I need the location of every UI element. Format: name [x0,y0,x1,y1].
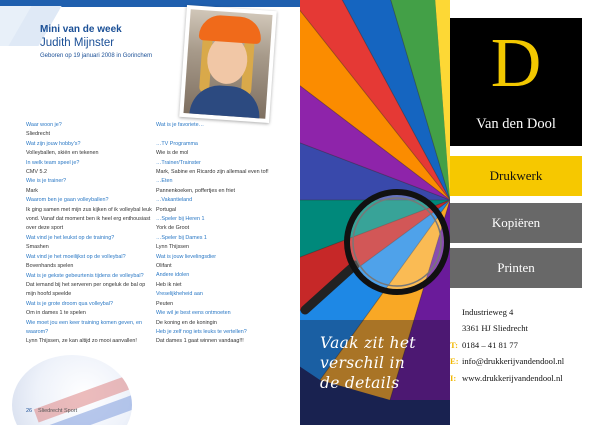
qa-item [26,253,152,272]
question: Wat is je gekste gebeurtenis tijdens de volleybal? [26,272,144,279]
qa-item [156,177,282,196]
company-ad [450,0,600,425]
question: Wie wil je best eens ontmoeten [156,310,231,317]
city: 3361 HJ Sliedrecht [462,323,528,334]
qa-item [26,234,152,253]
answer: Wie is de mol [156,150,189,157]
slogan-line: Vaak zit het [320,334,416,352]
answer: Volleyballen, skiën en tekenen [26,150,99,157]
web-label: I: [450,372,457,383]
answer: De koning en de koningin [156,319,217,326]
page-footer-label: Sliedrecht Sport [38,408,78,414]
email-link[interactable]: info@drukkerijvandendool.nl [462,356,565,367]
answer: Mark, Sabine en Ricardo zijn allemaal even tof! [156,169,269,176]
question: Wat vind je het leukst op de training? [26,234,115,241]
answer: Heb ik niet [156,281,182,288]
qa-item [156,159,282,178]
qa-item [26,121,152,140]
portrait-image [183,9,272,118]
qa-item [156,253,282,272]
question: …Vakantieland [156,197,193,204]
question: Vreselijkheheid aan [156,291,203,298]
portrait-photo [179,5,277,123]
company-logo [450,18,582,146]
street: Industrieweg 4 [462,307,514,317]
phone: 0184 – 41 81 77 [462,339,518,350]
question: Waar woon je? [26,122,62,128]
qa-item [26,196,152,234]
person-name: Judith Mijnster [40,37,115,49]
question: …Eten [156,178,173,185]
qa-item [156,290,282,309]
qa-item [156,309,282,328]
question: …Speler bij Dames 1 [156,234,207,241]
answer: Olifant [156,263,172,270]
question: Waarom ben je gaan volleyballen? [26,197,109,204]
website-link[interactable]: www.drukkerijvandendool.nl [462,372,563,383]
qa-item [156,121,282,130]
service-drukwerk: Drukwerk [450,156,582,196]
qa-item [26,159,152,178]
orange-hat-shape [199,14,263,44]
answer: Dat iemand bij het serveren per ongeluk de bal op mijn hoofd speelde [26,281,146,298]
qa-item [26,140,152,159]
company-name: Van den Dool [476,116,556,132]
answer: Sliedrecht [26,131,50,138]
slogan-line: verschil in [320,354,406,372]
question: …Trainer/Trainster [156,159,201,166]
answer: Lynn Thijssen [156,244,189,251]
birth-info: Geboren op 19 januari 2008 in Gorinchem [40,53,153,59]
qa-item [156,196,282,215]
interview-column-2 [156,121,282,347]
question: Wat is je favoriete… [156,122,205,128]
service-printen: Printen [450,248,582,288]
qa-item [156,271,282,290]
question: Wie is je trainer? [26,178,67,185]
email-label: E: [450,356,459,367]
logo-letter: D [490,25,542,102]
answer: Om in dames 1 te spelen [26,310,86,317]
question: Wat vind je het moeilijkst op de volleybal? [26,253,126,260]
answer: Portugal [156,206,177,213]
qa-item [26,177,152,196]
question: Heb je zelf nog iets leuks te vertellen? [156,328,247,335]
volleyball-graphic [12,355,132,425]
balloon-magnifier-image [300,0,450,425]
answer: Smashen [26,244,49,251]
question: …TV Programma [156,140,198,147]
contact-block [450,304,600,386]
section-title: Mini van de week [40,24,122,35]
question: Wat is je grote droom qua volleybal? [26,300,113,307]
interview-column-1 [26,121,152,347]
answer: York de Groot [156,225,190,232]
qa-item [156,140,282,159]
question: Wat zijn jouw hobby's? [26,140,81,147]
answer: Pannenkoeken, poffertjes en friet [156,187,236,194]
question: Wat is jouw lievelingsdier [156,253,217,260]
page-number: 26 [26,408,33,414]
qa-item [156,328,282,347]
answer: CMV 5.2 [26,169,47,176]
qa-item [156,234,282,253]
answer: Dat dames 1 gaat winnen vandaag!!! [156,338,244,345]
question: …Speler bij Heren 1 [156,216,205,223]
right-page-advertisement [300,0,600,425]
phone-row [450,337,600,353]
qa-item [26,300,152,319]
phone-label: T: [450,339,458,350]
answer: Peuten [156,300,174,307]
answer: Mark [26,187,38,194]
answer: Bovenhands spelen [26,263,74,270]
answer: Lynn Thijssen, ze kan altijd zo mooi aanvallen! [26,338,137,345]
question: Wie moet jou een keer training komen geven, en waarom? [26,319,142,335]
question: Andere idolen [156,272,190,279]
slogan-line: de details [320,374,400,392]
service-kopieren: Kopiëren [450,203,582,243]
question: In welk team speel je? [26,159,80,166]
web-row [450,370,600,386]
answer: Ik ging samen met mijn zus kijken of ik volleybal leuk vond. Vanaf dat moment ben ik heel erg enthousiast over deze sport [26,206,152,232]
email-row [450,353,600,369]
qa-item [26,319,152,347]
slogan [320,333,450,393]
qa-item [26,272,152,300]
qa-item [156,215,282,234]
